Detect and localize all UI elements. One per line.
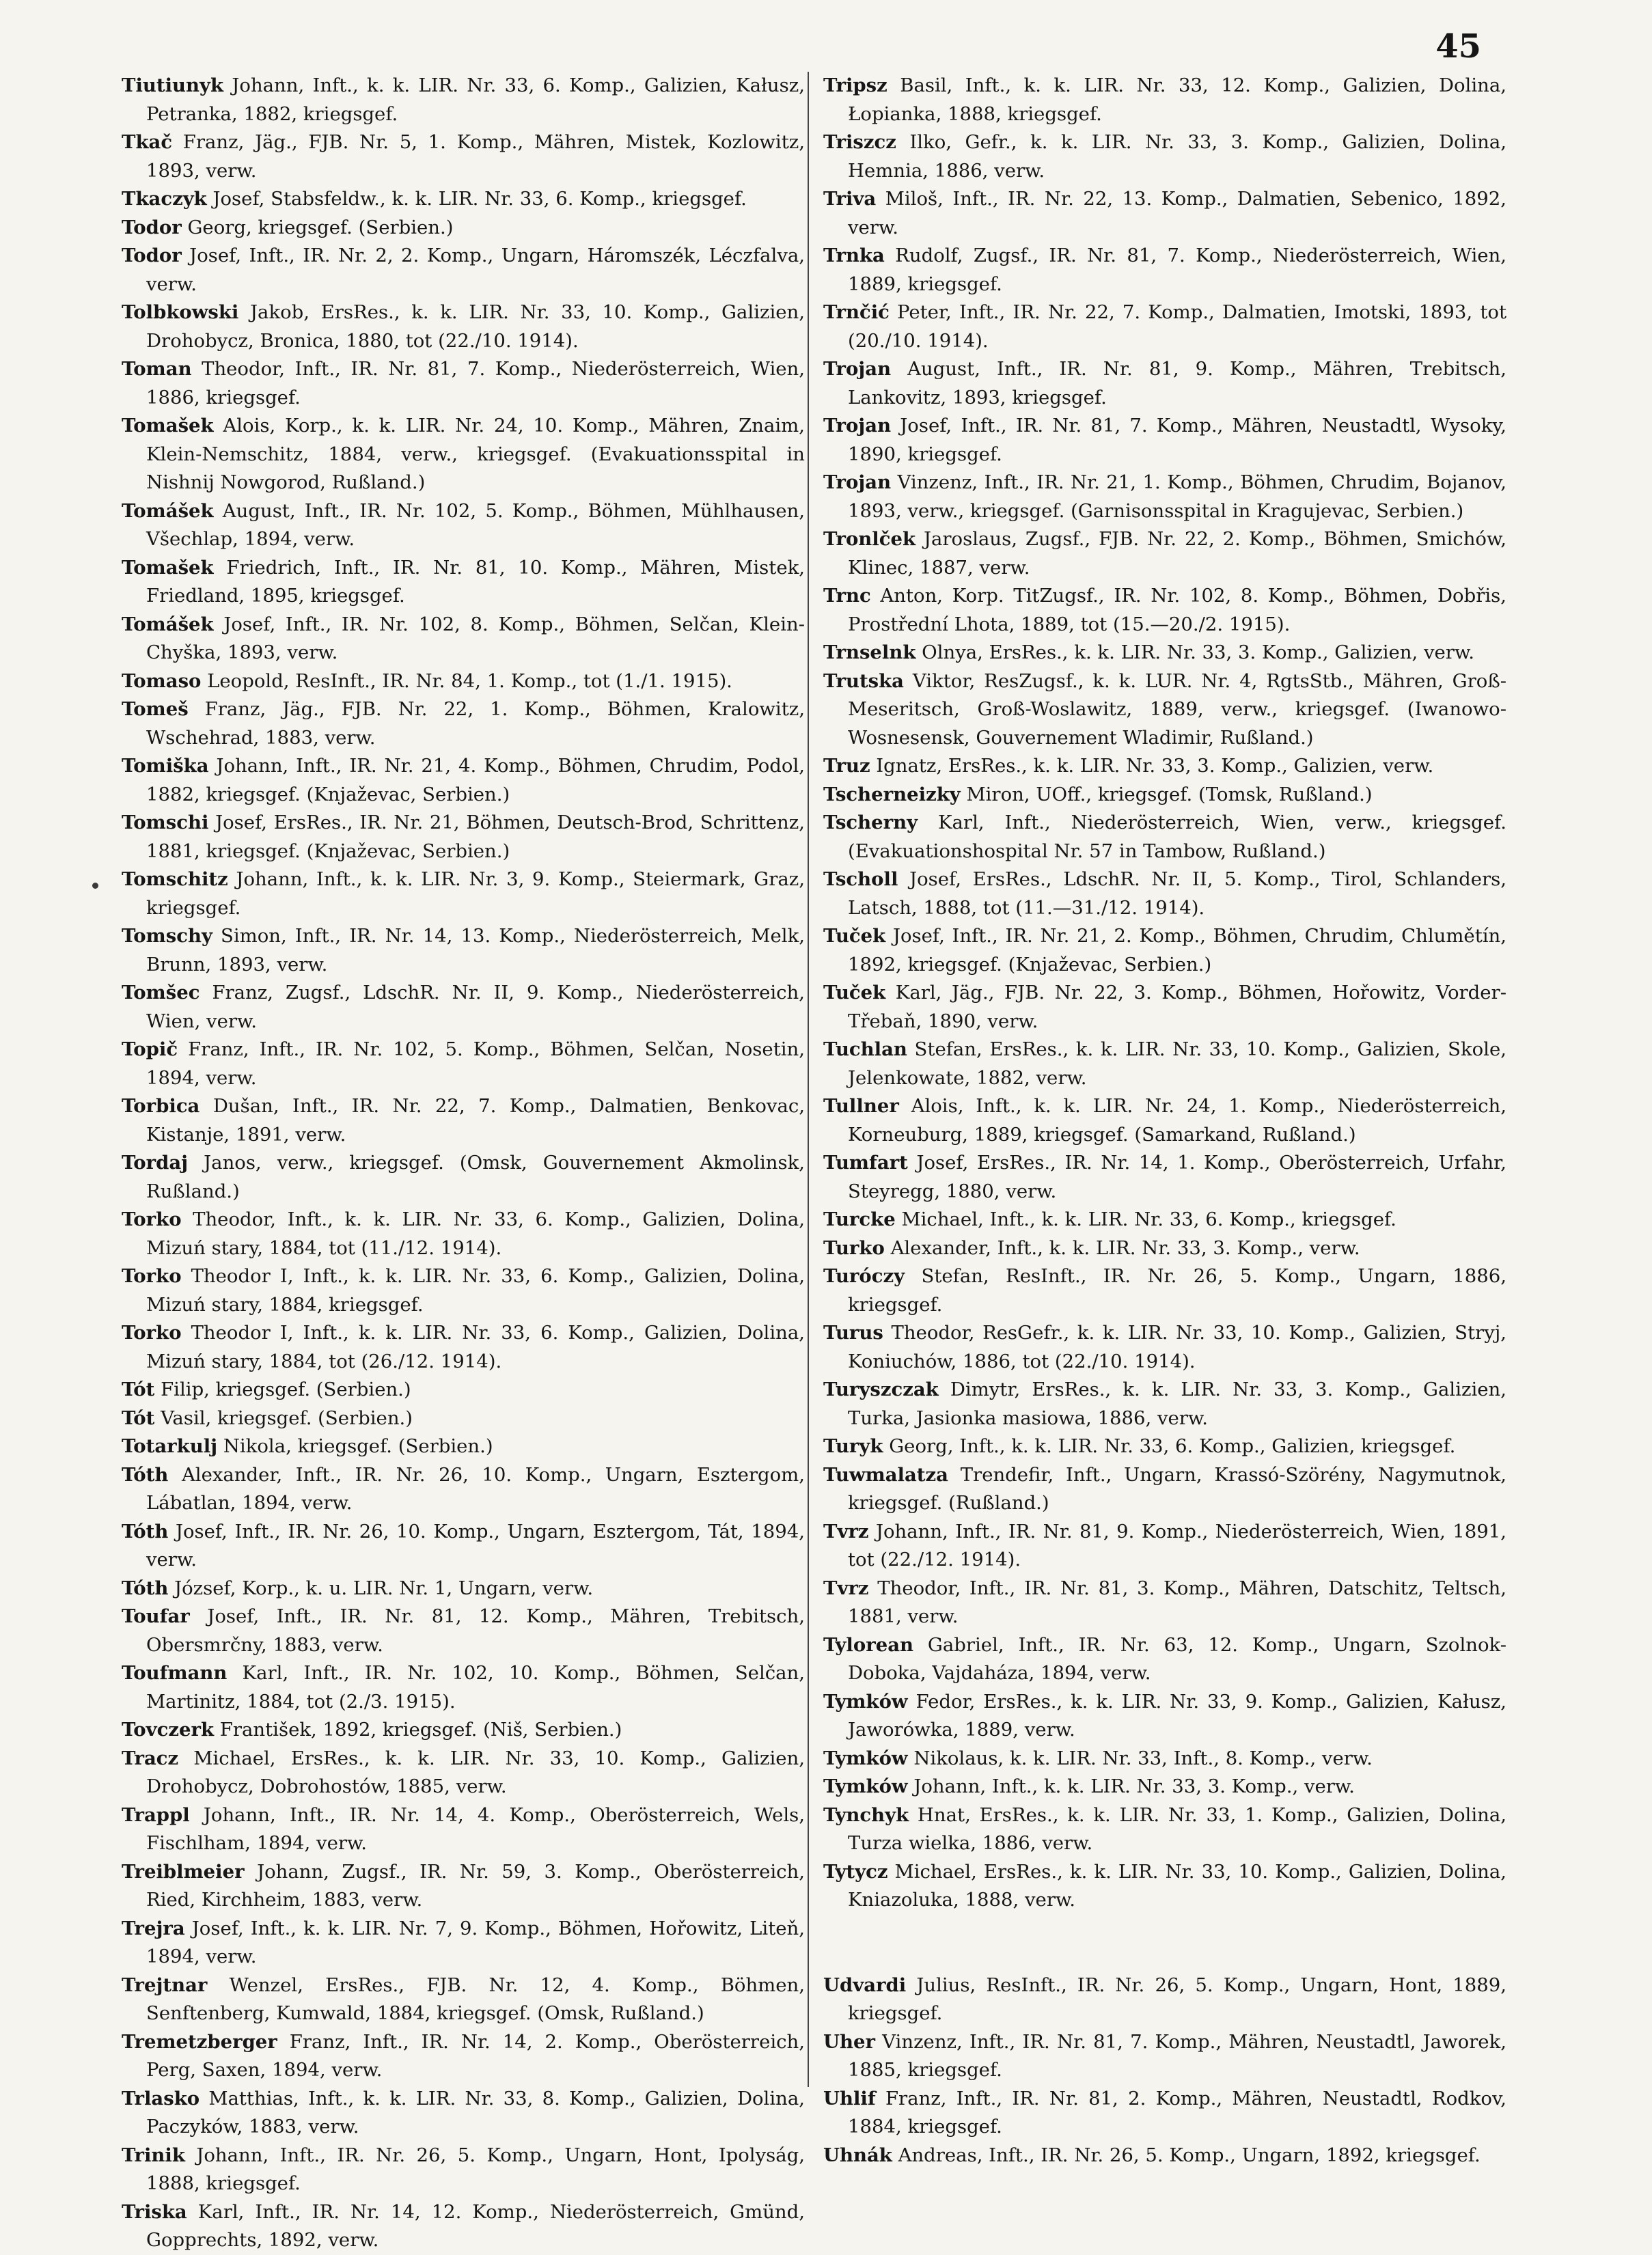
entry-surname: Trojan [823, 415, 892, 437]
entry-details: Josef, Inft., k. k. LIR. Nr. 7, 9. Komp., Böhmen, Hořowitz, Liteň, 1894, verw. [146, 1917, 805, 1967]
entry-surname: Turus [823, 1322, 883, 1344]
list-entry [122, 1745, 805, 1801]
entry-surname: Tuček [823, 982, 886, 1004]
entry-details: Josef, Stabsfeldw., k. k. LIR. Nr. 33, 6. Komp., kriegsgef. [206, 188, 747, 210]
entry-surname: Tymków [823, 1690, 908, 1713]
entry-surname: Trnc [823, 585, 871, 607]
entry-surname: Tomášek [122, 613, 214, 635]
entry-surname: Tscholl [823, 868, 898, 890]
list-entry [823, 1376, 1506, 1433]
entry-details: Filip, kriegsgef. (Serbien.) [154, 1379, 411, 1400]
entry-details: Nikola, kriegsgef. (Serbien.) [217, 1435, 493, 1457]
list-entry [823, 781, 1506, 810]
entry-surname: Trappl [122, 1803, 190, 1826]
entry-surname: Tomšec [122, 982, 200, 1004]
list-entry [122, 554, 805, 611]
entry-surname: Tvrz [823, 1577, 869, 1599]
entry-details: Viktor, ResZugsf., k. k. LUR. Nr. 4, RgtsStb., Mähren, Groß-Meseritsch, Groß-Woslawitz, 1889, verw., kriegsgef. (Iwanowo-Wosnesensk, Gouvernement Wladimir, Rußland.) [848, 669, 1506, 749]
list-entry [823, 1461, 1506, 1518]
entry-surname: Tumfart [823, 1152, 908, 1174]
list-entry [122, 1262, 805, 1319]
list-entry [823, 128, 1506, 185]
entry-surname: Tronlček [823, 528, 916, 550]
entry-surname: Tóth [122, 1520, 169, 1542]
list-entry [823, 1858, 1506, 1915]
list-entry [122, 1092, 805, 1149]
list-entry [823, 242, 1506, 299]
entry-surname: Tkaczyk [122, 188, 207, 210]
entry-details: Rudolf, Zugsf., IR. Nr. 81, 7. Komp., Niederösterreich, Wien, 1889, kriegsgef. [848, 245, 1506, 295]
entry-details: Karl, Inft., IR. Nr. 14, 12. Komp., Niederösterreich, Gmünd, Gopprechts, 1892, verw. [146, 2200, 805, 2251]
list-entry [823, 412, 1506, 469]
list-entry [122, 1972, 805, 2028]
entry-details: Georg, Inft., k. k. LIR. Nr. 33, 6. Komp., Galizien, kriegsgef. [883, 1435, 1456, 1457]
list-entry [122, 1575, 805, 1603]
entry-surname: Tkač [122, 131, 173, 153]
list-entry [823, 1773, 1506, 1801]
entry-surname: Trejra [122, 1917, 185, 1939]
entry-surname: Tóth [122, 1577, 169, 1599]
entry-details: Josef, Inft., IR. Nr. 81, 12. Komp., Mähren, Trebitsch, Obersmrčny, 1883, verw. [146, 1605, 805, 1656]
right-column [823, 72, 1506, 2170]
entry-details: Michael, ErsRes., k. k. LIR. Nr. 33, 10. Komp., Galizien, Dolina, Kniazoluka, 1888, verw. [848, 1860, 1506, 1911]
entry-surname: Trejtnar [122, 1974, 208, 1996]
list-entry [122, 809, 805, 866]
entry-details: Josef, Inft., IR. Nr. 102, 8. Komp., Böhmen, Selčan, Klein-Chyška, 1893, verw. [146, 613, 805, 663]
entry-details: Ignatz, ErsRes., k. k. LIR. Nr. 33, 3. Komp., Galizien, verw. [870, 755, 1434, 777]
list-entry [823, 1262, 1506, 1319]
entry-surname: Treiblmeier [122, 1860, 245, 1883]
list-entry [122, 1603, 805, 1659]
column-divider [808, 72, 809, 2087]
list-entry [122, 1716, 805, 1745]
entry-surname: Tomašek [122, 415, 214, 437]
entry-surname: Toufar [122, 1605, 190, 1627]
list-entry [823, 1149, 1506, 1206]
entry-surname: Todor [122, 245, 182, 266]
entry-surname: Turyszczak [823, 1379, 939, 1400]
entry-surname: Tolbkowski [122, 301, 239, 323]
list-entry [823, 355, 1506, 412]
list-entry [122, 667, 805, 696]
entry-details: Johann, Inft., k. k. LIR. Nr. 33, 3. Komp., verw. [907, 1775, 1355, 1797]
entry-details: Theodor I, Inft., k. k. LIR. Nr. 33, 6. Komp., Galizien, Dolina, Mizuń stary, 1884, tot (26./12. 1914). [146, 1322, 805, 1372]
entry-surname: Tovczerk [122, 1719, 215, 1741]
entry-details: Simon, Inft., IR. Nr. 14, 13. Komp., Niederösterreich, Melk, Brunn, 1893, verw. [146, 925, 805, 976]
list-entry [823, 1234, 1506, 1263]
list-entry [823, 1575, 1506, 1631]
entry-surname: Uher [823, 2030, 875, 2053]
list-entry [823, 2028, 1506, 2085]
list-entry [122, 1915, 805, 1972]
entry-details: Trendefir, Inft., Ungarn, Krassó-Szörény, Nagymutnok, kriegsgef. (Rußland.) [848, 1463, 1506, 1514]
entry-details: Josef, ErsRes., IR. Nr. 21, Böhmen, Deutsch-Brod, Schrittenz, 1881, kriegsgef. (Knjaževac, Serbien.) [146, 812, 805, 862]
entry-surname: Tynchyk [823, 1803, 909, 1826]
entry-surname: Torbica [122, 1095, 200, 1117]
list-entry [122, 1801, 805, 1858]
entry-details: Karl, Jäg., FJB. Nr. 22, 3. Komp., Böhmen, Hořowitz, Vorder-Třebaň, 1890, verw. [848, 982, 1506, 1032]
entry-details: Theodor, Inft., IR. Nr. 81, 3. Komp., Mähren, Datschitz, Teltsch, 1881, verw. [848, 1577, 1506, 1627]
list-entry [122, 2028, 805, 2085]
list-entry [823, 1972, 1506, 2028]
entry-details: Johann, Inft., k. k. LIR. Nr. 33, 6. Komp., Galizien, Kałusz, Petranka, 1882, kriegsgef. [146, 74, 805, 125]
list-entry [122, 611, 805, 667]
entry-details: Miron, UOff., kriegsgef. (Tomsk, Rußland.) [960, 783, 1373, 805]
list-entry [823, 922, 1506, 979]
entry-details: Josef, Inft., IR. Nr. 26, 10. Komp., Ungarn, Esztergom, Tát, 1894, verw. [146, 1520, 805, 1571]
entry-surname: Trlasko [122, 2087, 200, 2109]
list-entry [122, 1206, 805, 1262]
entry-details: Vinzenz, Inft., IR. Nr. 21, 1. Komp., Böhmen, Chrudim, Bojanov, 1893, verw., kriegsgef. (Garnisonsspital in Kragujevac, Serbien.) [848, 471, 1506, 522]
entry-surname: Turyk [823, 1435, 883, 1457]
section-gap [823, 1915, 1506, 1972]
list-entry [823, 866, 1506, 922]
entry-surname: Tomschitz [122, 868, 228, 890]
list-entry [823, 299, 1506, 355]
entry-details: Johann, Inft., IR. Nr. 14, 4. Komp., Oberösterreich, Wels, Fischlham, 1894, verw. [146, 1803, 805, 1854]
entry-surname: Trojan [823, 471, 892, 493]
entry-surname: Tót [122, 1407, 155, 1429]
entry-details: Stefan, ResInft., IR. Nr. 26, 5. Komp., Ungarn, 1886, kriegsgef. [848, 1265, 1506, 1316]
entry-surname: Tscherny [823, 812, 918, 833]
entry-surname: Tuček [823, 925, 886, 947]
entry-details: Julius, ResInft., IR. Nr. 26, 5. Komp., Ungarn, Hont, 1889, kriegsgef. [848, 1974, 1506, 2024]
list-entry [823, 1631, 1506, 1688]
entry-details: Stefan, ErsRes., k. k. LIR. Nr. 33, 10. Komp., Galizien, Skole, Jelenkowate, 1882, verw. [848, 1038, 1506, 1089]
entry-surname: Tomaso [122, 669, 202, 692]
list-entry [122, 72, 805, 128]
list-entry [823, 1433, 1506, 1461]
entry-surname: Triszcz [823, 131, 896, 153]
entry-surname: Tvrz [823, 1520, 869, 1542]
entry-details: Franz, Inft., IR. Nr. 81, 2. Komp., Mähren, Neustadtl, Rodkov, 1884, kriegsgef. [848, 2087, 1506, 2138]
entry-surname: Toufmann [122, 1662, 228, 1684]
entry-surname: Topič [122, 1038, 178, 1060]
entry-surname: Tuwmalatza [823, 1463, 948, 1486]
ink-dot [92, 883, 98, 889]
left-column [122, 72, 805, 2255]
entry-details: Jakob, ErsRes., k. k. LIR. Nr. 33, 10. Komp., Galizien, Drohobycz, Bronica, 1880, tot (22./10. 1914). [146, 301, 805, 352]
entry-details: Nikolaus, k. k. LIR. Nr. 33, Inft., 8. Komp., verw. [907, 1747, 1373, 1769]
entry-details: Vasil, kriegsgef. (Serbien.) [154, 1407, 413, 1429]
entry-surname: Tomášek [122, 499, 214, 522]
list-entry [122, 355, 805, 412]
entry-details: Karl, Inft., Niederösterreich, Wien, verw., kriegsgef. (Evakuationshospital Nr. 57 in Tambow, Rußland.) [848, 812, 1506, 862]
list-entry [823, 2085, 1506, 2142]
entry-surname: Udvardi [823, 1974, 907, 1996]
list-entry [823, 469, 1506, 525]
entry-details: Theodor, ResGefr., k. k. LIR. Nr. 33, 10. Komp., Galizien, Stryj, Koniuchów, 1886, tot (22./10. 1914). [848, 1322, 1506, 1372]
list-entry [122, 2085, 805, 2142]
entry-details: Johann, Zugsf., IR. Nr. 59, 3. Komp., Oberösterreich, Ried, Kirchheim, 1883, verw. [146, 1860, 805, 1911]
entry-surname: Tylorean [823, 1633, 914, 1656]
entry-details: Vinzenz, Inft., IR. Nr. 81, 7. Komp., Mähren, Neustadtl, Jaworek, 1885, kriegsgef. [848, 2030, 1506, 2081]
entry-surname: Truz [823, 755, 870, 777]
entry-details: Alexander, Inft., k. k. LIR. Nr. 33, 3. Komp., verw. [884, 1236, 1360, 1259]
list-entry [823, 582, 1506, 639]
entry-details: Franz, Inft., IR. Nr. 102, 5. Komp., Böhmen, Selčan, Nosetin, 1894, verw. [146, 1038, 805, 1089]
entry-details: Franz, Jäg., FJB. Nr. 22, 1. Komp., Böhmen, Kralowitz, Wschehrad, 1883, verw. [146, 698, 805, 749]
list-entry [122, 2142, 805, 2198]
entry-surname: Tóth [122, 1463, 169, 1486]
list-entry [823, 1092, 1506, 1149]
entry-surname: Turóczy [823, 1265, 905, 1287]
list-entry [823, 1688, 1506, 1745]
list-entry [122, 128, 805, 185]
list-entry [823, 525, 1506, 582]
entry-details: Peter, Inft., IR. Nr. 22, 7. Komp., Dalmatien, Imotski, 1893, tot (20./10. 1914). [848, 301, 1506, 352]
list-entry [823, 979, 1506, 1036]
entry-surname: Tomeš [122, 698, 189, 720]
entry-details: Hnat, ErsRes., k. k. LIR. Nr. 33, 1. Komp., Galizien, Dolina, Turza wielka, 1886, verw. [848, 1803, 1506, 1854]
list-entry [122, 979, 805, 1036]
entry-details: Wenzel, ErsRes., FJB. Nr. 12, 4. Komp., Böhmen, Senftenberg, Kumwald, 1884, kriegsgef. (Omsk, Rußland.) [146, 1974, 805, 2024]
list-entry [122, 922, 805, 979]
entry-details: Miloš, Inft., IR. Nr. 22, 13. Komp., Dalmatien, Sebenico, 1892, verw. [848, 188, 1506, 238]
entry-details: Alexander, Inft., IR. Nr. 26, 10. Komp., Ungarn, Esztergom, Lábatlan, 1894, verw. [146, 1463, 805, 1514]
entry-details: Johann, Inft., IR. Nr. 26, 5. Komp., Ungarn, Hont, Ipolyság, 1888, kriegsgef. [146, 2144, 805, 2194]
entry-details: Georg, kriegsgef. (Serbien.) [181, 216, 454, 238]
entry-details: Michael, ErsRes., k. k. LIR. Nr. 33, 10. Komp., Galizien, Drohobycz, Dobrohostów, 1885, verw. [146, 1747, 805, 1797]
entry-details: Johann, Inft., IR. Nr. 81, 9. Komp., Niederösterreich, Wien, 1891, tot (22./12. 1914). [848, 1520, 1506, 1571]
list-entry [823, 1801, 1506, 1858]
list-entry [122, 299, 805, 355]
list-entry [823, 185, 1506, 242]
entry-surname: Tomiška [122, 755, 209, 777]
entry-surname: Tremetzberger [122, 2030, 277, 2053]
entry-details: Dimytr, ErsRes., k. k. LIR. Nr. 33, 3. Komp., Galizien, Turka, Jasionka masiowa, 1886, verw. [848, 1379, 1506, 1429]
entry-details: Theodor I, Inft., k. k. LIR. Nr. 33, 6. Komp., Galizien, Dolina, Mizuń stary, 1884, kriegsgef. [146, 1265, 805, 1316]
entry-details: Josef, Inft., IR. Nr. 21, 2. Komp., Böhmen, Chrudim, Chlumětín, 1892, kriegsgef. (Knjaževac, Serbien.) [848, 925, 1506, 976]
entry-details: Friedrich, Inft., IR. Nr. 81, 10. Komp., Mähren, Mistek, Friedland, 1895, kriegsgef. [146, 556, 805, 607]
entry-details: Anton, Korp. TitZugsf., IR. Nr. 102, 8. Komp., Böhmen, Dobřis, Prostřední Lhota, 1889, tot (15.—20./2. 1915). [848, 585, 1506, 635]
entry-details: Dušan, Inft., IR. Nr. 22, 7. Komp., Dalmatien, Benkovac, Kistanje, 1891, verw. [146, 1095, 805, 1146]
list-entry [122, 1319, 805, 1376]
entry-details: Gabriel, Inft., IR. Nr. 63, 12. Komp., Ungarn, Szolnok-Doboka, Vajdaháza, 1894, verw. [848, 1633, 1506, 1684]
entry-surname: Turcke [823, 1208, 896, 1230]
entry-surname: Tymków [823, 1747, 908, 1769]
list-entry [823, 809, 1506, 866]
entry-surname: Torko [122, 1208, 182, 1230]
list-entry [823, 1745, 1506, 1773]
entry-surname: Tomašek [122, 556, 214, 579]
entry-surname: Tracz [122, 1747, 179, 1769]
entry-surname: Trinik [122, 2144, 185, 2166]
list-entry [823, 667, 1506, 753]
entry-details: Michael, Inft., k. k. LIR. Nr. 33, 6. Komp., kriegsgef. [895, 1208, 1396, 1230]
list-entry [823, 1319, 1506, 1376]
entry-details: Johann, Inft., IR. Nr. 21, 4. Komp., Böhmen, Chrudim, Podol, 1882, kriegsgef. (Knjaževac, Serbien.) [146, 755, 805, 805]
list-entry [823, 639, 1506, 667]
list-entry [122, 242, 805, 299]
list-entry [122, 1149, 805, 1206]
entry-surname: Trutska [823, 669, 905, 692]
list-entry [122, 214, 805, 243]
list-entry [122, 1036, 805, 1092]
list-entry [122, 497, 805, 554]
list-entry [823, 752, 1506, 781]
entry-details: Karl, Inft., IR. Nr. 102, 10. Komp., Böhmen, Selčan, Martinitz, 1884, tot (2./3. 1915). [146, 1662, 805, 1713]
entry-surname: Tscherneizky [823, 783, 961, 805]
list-entry [122, 1659, 805, 1716]
entry-surname: Uhlif [823, 2087, 876, 2109]
entry-surname: Trojan [823, 358, 892, 380]
entry-surname: Tiutiunyk [122, 74, 224, 96]
entry-details: Franz, Jäg., FJB. Nr. 5, 1. Komp., Mähren, Mistek, Kozlowitz, 1893, verw. [146, 131, 805, 182]
list-entry [122, 866, 805, 922]
entry-details: Janos, verw., kriegsgef. (Omsk, Gouvernement Akmolinsk, Rußland.) [146, 1152, 805, 1202]
entry-surname: Triva [823, 188, 877, 210]
entry-surname: Toman [122, 358, 192, 380]
entry-surname: Tomschy [122, 925, 212, 947]
entry-surname: Turko [823, 1236, 885, 1259]
list-entry [122, 1518, 805, 1575]
entry-surname: Torko [122, 1265, 182, 1287]
list-entry [122, 1376, 805, 1405]
entry-surname: Triska [122, 2200, 187, 2223]
entry-details: Theodor, Inft., k. k. LIR. Nr. 33, 6. Komp., Galizien, Dolina, Mizuń stary, 1884, tot (11./12. 1914). [146, 1208, 805, 1259]
entry-details: Josef, Inft., IR. Nr. 81, 7. Komp., Mähren, Neustadtl, Wysoky, 1890, kriegsgef. [848, 415, 1506, 465]
entry-details: Theodor, Inft., IR. Nr. 81, 7. Komp., Niederösterreich, Wien, 1886, kriegsgef. [146, 358, 805, 409]
entry-details: Fedor, ErsRes., k. k. LIR. Nr. 33, 9. Komp., Galizien, Kałusz, Jaworówka, 1889, verw. [848, 1690, 1506, 1741]
entry-details: Josef, ErsRes., LdschR. Nr. II, 5. Komp., Tirol, Schlanders, Latsch, 1888, tot (11.—31./12. 1914). [848, 868, 1506, 919]
list-entry [122, 1433, 805, 1461]
entry-surname: Totarkulj [122, 1435, 218, 1457]
entry-details: Jaroslaus, Zugsf., FJB. Nr. 22, 2. Komp., Böhmen, Smichów, Klinec, 1887, verw. [848, 528, 1506, 579]
list-entry [823, 1518, 1506, 1575]
entry-surname: Uhnák [823, 2144, 892, 2166]
entry-details: Josef, ErsRes., IR. Nr. 14, 1. Komp., Oberösterreich, Urfahr, Steyregg, 1880, verw. [848, 1152, 1506, 1202]
entry-details: Leopold, ResInft., IR. Nr. 84, 1. Komp., tot (1./1. 1915). [201, 669, 732, 692]
entry-surname: Torko [122, 1322, 182, 1344]
entry-surname: Tomschi [122, 812, 209, 833]
entry-details: Matthias, Inft., k. k. LIR. Nr. 33, 8. Komp., Galizien, Dolina, Paczyków, 1883, verw. [146, 2087, 805, 2138]
entry-surname: Tullner [823, 1095, 899, 1117]
entry-surname: Tripsz [823, 74, 887, 96]
entry-surname: Tytycz [823, 1860, 888, 1883]
entry-surname: Trnčić [823, 301, 890, 323]
entry-details: František, 1892, kriegsgef. (Niš, Serbien.) [214, 1719, 622, 1741]
entry-details: Franz, Inft., IR. Nr. 14, 2. Komp., Oberösterreich, Perg, Saxen, 1894, verw. [146, 2030, 805, 2081]
list-entry [823, 1206, 1506, 1234]
entry-surname: Trnselnk [823, 641, 916, 663]
list-entry [823, 2142, 1506, 2170]
list-entry [122, 185, 805, 214]
entry-details: August, Inft., IR. Nr. 81, 9. Komp., Mähren, Trebitsch, Lankovitz, 1893, kriegsgef. [848, 358, 1506, 409]
page-number: 45 [1435, 27, 1481, 66]
list-entry [122, 1858, 805, 1915]
entry-details: Franz, Zugsf., LdschR. Nr. II, 9. Komp., Niederösterreich, Wien, verw. [146, 982, 805, 1032]
entry-details: Andreas, Inft., IR. Nr. 26, 5. Komp., Ungarn, 1892, kriegsgef. [892, 2144, 1481, 2166]
entry-details: August, Inft., IR. Nr. 102, 5. Komp., Böhmen, Mühlhausen, Všechlap, 1894, verw. [146, 499, 805, 550]
entry-surname: Trnka [823, 245, 885, 266]
list-entry [823, 72, 1506, 128]
entry-surname: Tót [122, 1379, 155, 1400]
list-entry [122, 695, 805, 752]
entry-surname: Todor [122, 216, 182, 238]
entry-details: Basil, Inft., k. k. LIR. Nr. 33, 12. Komp., Galizien, Dolina, Łopianka, 1888, kriegsgef. [848, 74, 1506, 125]
entry-details: Olnya, ErsRes., k. k. LIR. Nr. 33, 3. Komp., Galizien, verw. [916, 641, 1474, 663]
list-entry [122, 752, 805, 809]
entry-details: Josef, Inft., IR. Nr. 2, 2. Komp., Ungarn, Háromszék, Léczfalva, verw. [146, 245, 805, 295]
entry-surname: Tordaj [122, 1152, 189, 1174]
list-entry [122, 1405, 805, 1433]
list-entry [823, 1036, 1506, 1092]
list-entry [122, 2198, 805, 2255]
entry-details: József, Korp., k. u. LIR. Nr. 1, Ungarn, verw. [168, 1577, 594, 1599]
list-entry [122, 1461, 805, 1518]
list-entry [122, 412, 805, 497]
entry-surname: Tymków [823, 1775, 908, 1797]
entry-surname: Tuchlan [823, 1038, 907, 1060]
entry-details: Alois, Korp., k. k. LIR. Nr. 24, 10. Komp., Mähren, Znaim, Klein-Nemschitz, 1884, verw., kriegsgef. (Evakuationsspital in Nishnij Nowgorod, Rußland.) [146, 415, 805, 493]
entry-details: Alois, Inft., k. k. LIR. Nr. 24, 1. Komp., Niederösterreich, Korneuburg, 1889, kriegsgef. (Samarkand, Rußland.) [848, 1095, 1506, 1146]
entry-details: Ilko, Gefr., k. k. LIR. Nr. 33, 3. Komp., Galizien, Dolina, Hemnia, 1886, verw. [848, 131, 1506, 182]
entry-details: Johann, Inft., k. k. LIR. Nr. 3, 9. Komp., Steiermark, Graz, kriegsgef. [146, 868, 805, 919]
